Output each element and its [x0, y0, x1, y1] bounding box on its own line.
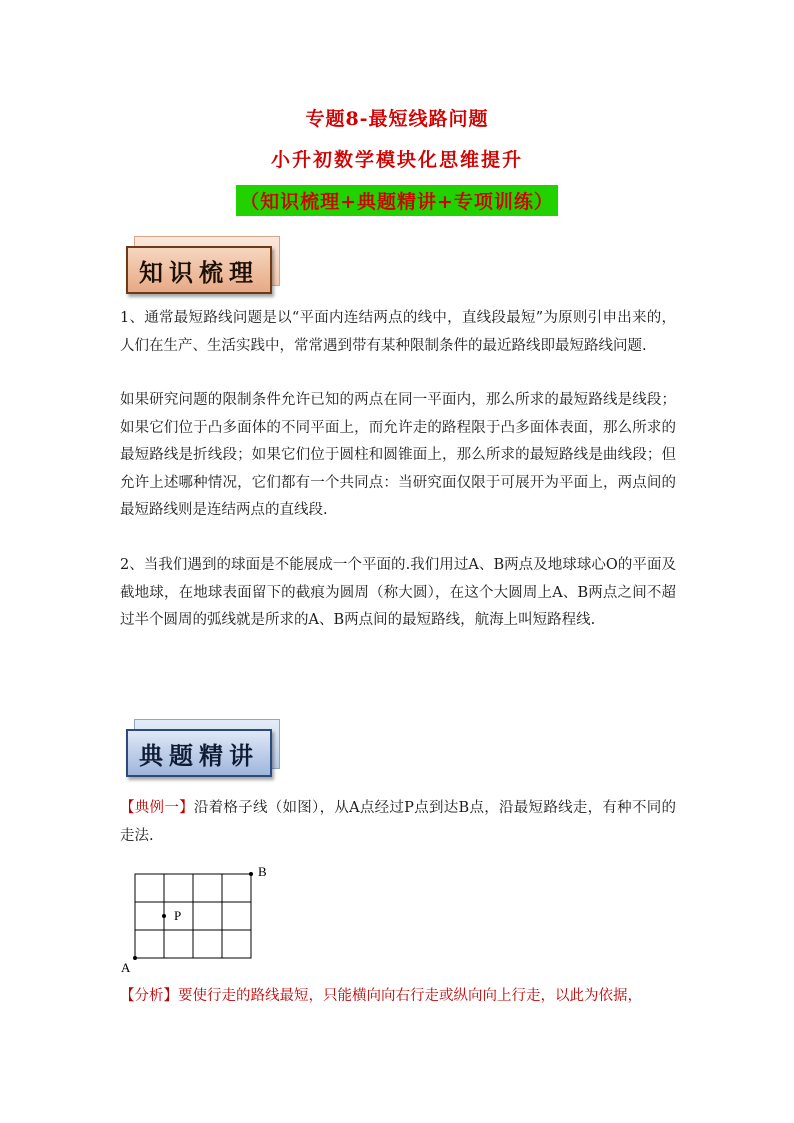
- banner-label: 典题精讲: [126, 729, 272, 777]
- label-b: B: [258, 864, 267, 879]
- analysis-text: 要使行走的路线最短，只能横向向右行走或纵向向上行走，以此为依据，: [178, 988, 642, 1004]
- knowledge-paragraph-1: 1、通常最短路线问题是以“平面内连结两点的线中，直线段最短”为原则引申出来的，人们在生产、生活实践中，常常遇到带有某种限制条件的最近路线即最短路线问题.: [120, 310, 676, 354]
- label-p: P: [174, 908, 182, 923]
- analysis: [120, 983, 676, 1011]
- example-1: [120, 795, 676, 850]
- example-1-tag: 【典例一】: [120, 800, 194, 816]
- label-a: A: [121, 960, 131, 975]
- section-banner-examples: [126, 719, 286, 779]
- knowledge-paragraph-2: 如果研究问题的限制条件允许已知的两点在同一平面内，那么所求的最短路线是线段；如果它们位于凸多面体的不同平面上，而允许走的路程限于凸多面体表面，那么所求的最短路线是折线段；如果它们位于圆柱和圆锥面上，那么所求的最短路线是曲线段；但允许上述哪种情况，它们都有一个共同点：当研究面仅限于可展开为平面上，两点间的最短路线则是连结两点的直线段.: [120, 392, 676, 518]
- doc-title: 专题8-最短线路问题: [305, 108, 489, 130]
- section-banner-knowledge: [126, 236, 286, 296]
- doc-tagline: （知识梳理+典题精讲+专项训练）: [236, 185, 558, 216]
- doc-subtitle: 小升初数学模块化思维提升: [270, 149, 523, 171]
- grid-figure: [118, 860, 278, 975]
- knowledge-paragraph-3: 2、当我们遇到的球面是不能展成一个平面的.我们用过A、B两点及地球球心O的平面及截地球，在地球表面留下的截痕为圆周（称大圆），在这个大圆周上A、B两点之间不超过半个圆周的弧线就是所求的A、B两点间的最短路线，航海上叫短路程线.: [120, 557, 676, 628]
- grid-lines: [135, 874, 251, 958]
- doc-tagline-wrap: [0, 185, 794, 216]
- example-1-text: 沿着格子线（如图），从A点经过P点到达B点，沿最短路线走，有种不同的走法.: [120, 800, 677, 844]
- point-p-dot: [162, 914, 166, 918]
- point-a-dot: [133, 956, 137, 960]
- point-b-dot: [249, 872, 253, 876]
- banner-label: 知识梳理: [126, 246, 272, 294]
- analysis-tag: 【分析】: [120, 988, 178, 1004]
